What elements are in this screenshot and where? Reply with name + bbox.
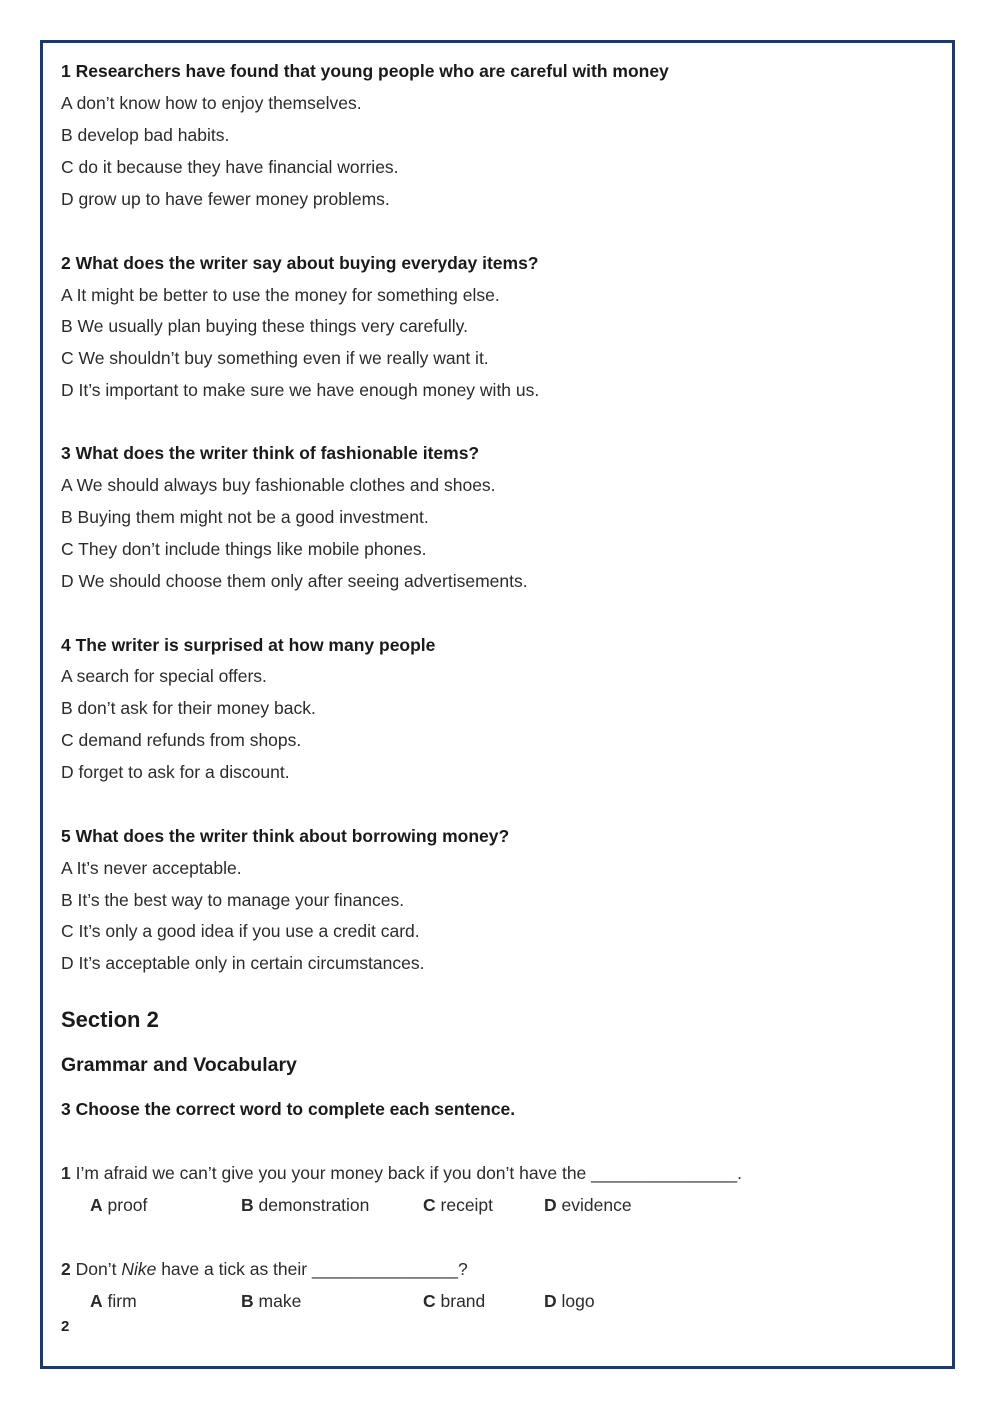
grammar-item-2-choice-b: B make [241,1291,302,1311]
item-text: have a tick as their [156,1259,312,1279]
brand-name: Nike [121,1259,157,1279]
item-end-punctuation: ? [457,1259,468,1279]
section-2-subtitle: Grammar and Vocabulary [61,1054,297,1076]
item-number: 1 [61,1163,71,1183]
answer-blank: _______________ [311,1259,458,1279]
question-5-option-c: C It’s only a good idea if you use a credit card. [61,921,420,941]
grammar-item-2 [61,1259,468,1279]
question-2-option-a: A It might be better to use the money for something else. [61,285,500,305]
question-2-option-c: C We shouldn’t buy something even if we really want it. [61,348,489,368]
item-end-punctuation: . [737,1163,743,1183]
grammar-item-1 [61,1163,742,1183]
question-5-option-d: D It’s acceptable only in certain circumstances. [61,953,425,973]
item-text: Don’t [70,1259,122,1279]
grammar-item-2-choice-d: D logo [544,1291,595,1311]
question-4-option-b: B don’t ask for their money back. [61,698,316,718]
question-3-option-c: C They don’t include things like mobile phones. [61,539,427,559]
question-2-option-b: B We usually plan buying these things very carefully. [61,316,468,336]
section-2-title: Section 2 [61,1007,159,1032]
question-3-stem: 3 What does the writer think of fashionable items? [61,443,480,463]
question-4-stem: 4 The writer is surprised at how many people [61,635,436,655]
question-1-option-a: A don’t know how to enjoy themselves. [61,93,362,113]
grammar-item-1-choice-a: A proof [90,1195,148,1215]
question-2-option-d: D It’s important to make sure we have enough money with us. [61,380,540,400]
question-5-option-b: B It’s the best way to manage your finances. [61,890,405,910]
grammar-item-2-choice-c: C brand [423,1291,486,1311]
question-2-stem: 2 What does the writer say about buying everyday items? [61,253,539,273]
question-5-option-a: A It’s never acceptable. [61,858,242,878]
question-1-option-c: C do it because they have financial worries. [61,157,399,177]
question-3-option-a: A We should always buy fashionable clothes and shoes. [61,475,496,495]
page-number: 2 [61,1318,70,1335]
item-number: 2 [61,1259,71,1279]
answer-blank: _______________ [591,1163,738,1183]
question-3-option-b: B Buying them might not be a good investment. [61,507,429,527]
question-4-option-c: C demand refunds from shops. [61,730,302,750]
question-4-option-a: A search for special offers. [61,666,267,686]
grammar-item-2-choice-a: A firm [90,1291,137,1311]
section-2-instruction: 3 Choose the correct word to complete each sentence. [61,1099,516,1119]
question-1-stem: 1 Researchers have found that young people who are careful with money [61,61,669,81]
question-3-option-d: D We should choose them only after seeing advertisements. [61,571,528,591]
question-5-stem: 5 What does the writer think about borrowing money? [61,826,510,846]
grammar-item-1-choice-c: C receipt [423,1195,494,1215]
question-4-option-d: D forget to ask for a discount. [61,762,290,782]
grammar-item-1-choice-b: B demonstration [241,1195,370,1215]
question-1-option-d: D grow up to have fewer money problems. [61,189,390,209]
grammar-item-1-choice-d: D evidence [544,1195,632,1215]
item-text: I’m afraid we can’t give you your money back if you don’t have the [70,1163,592,1183]
question-1-option-b: B develop bad habits. [61,125,230,145]
